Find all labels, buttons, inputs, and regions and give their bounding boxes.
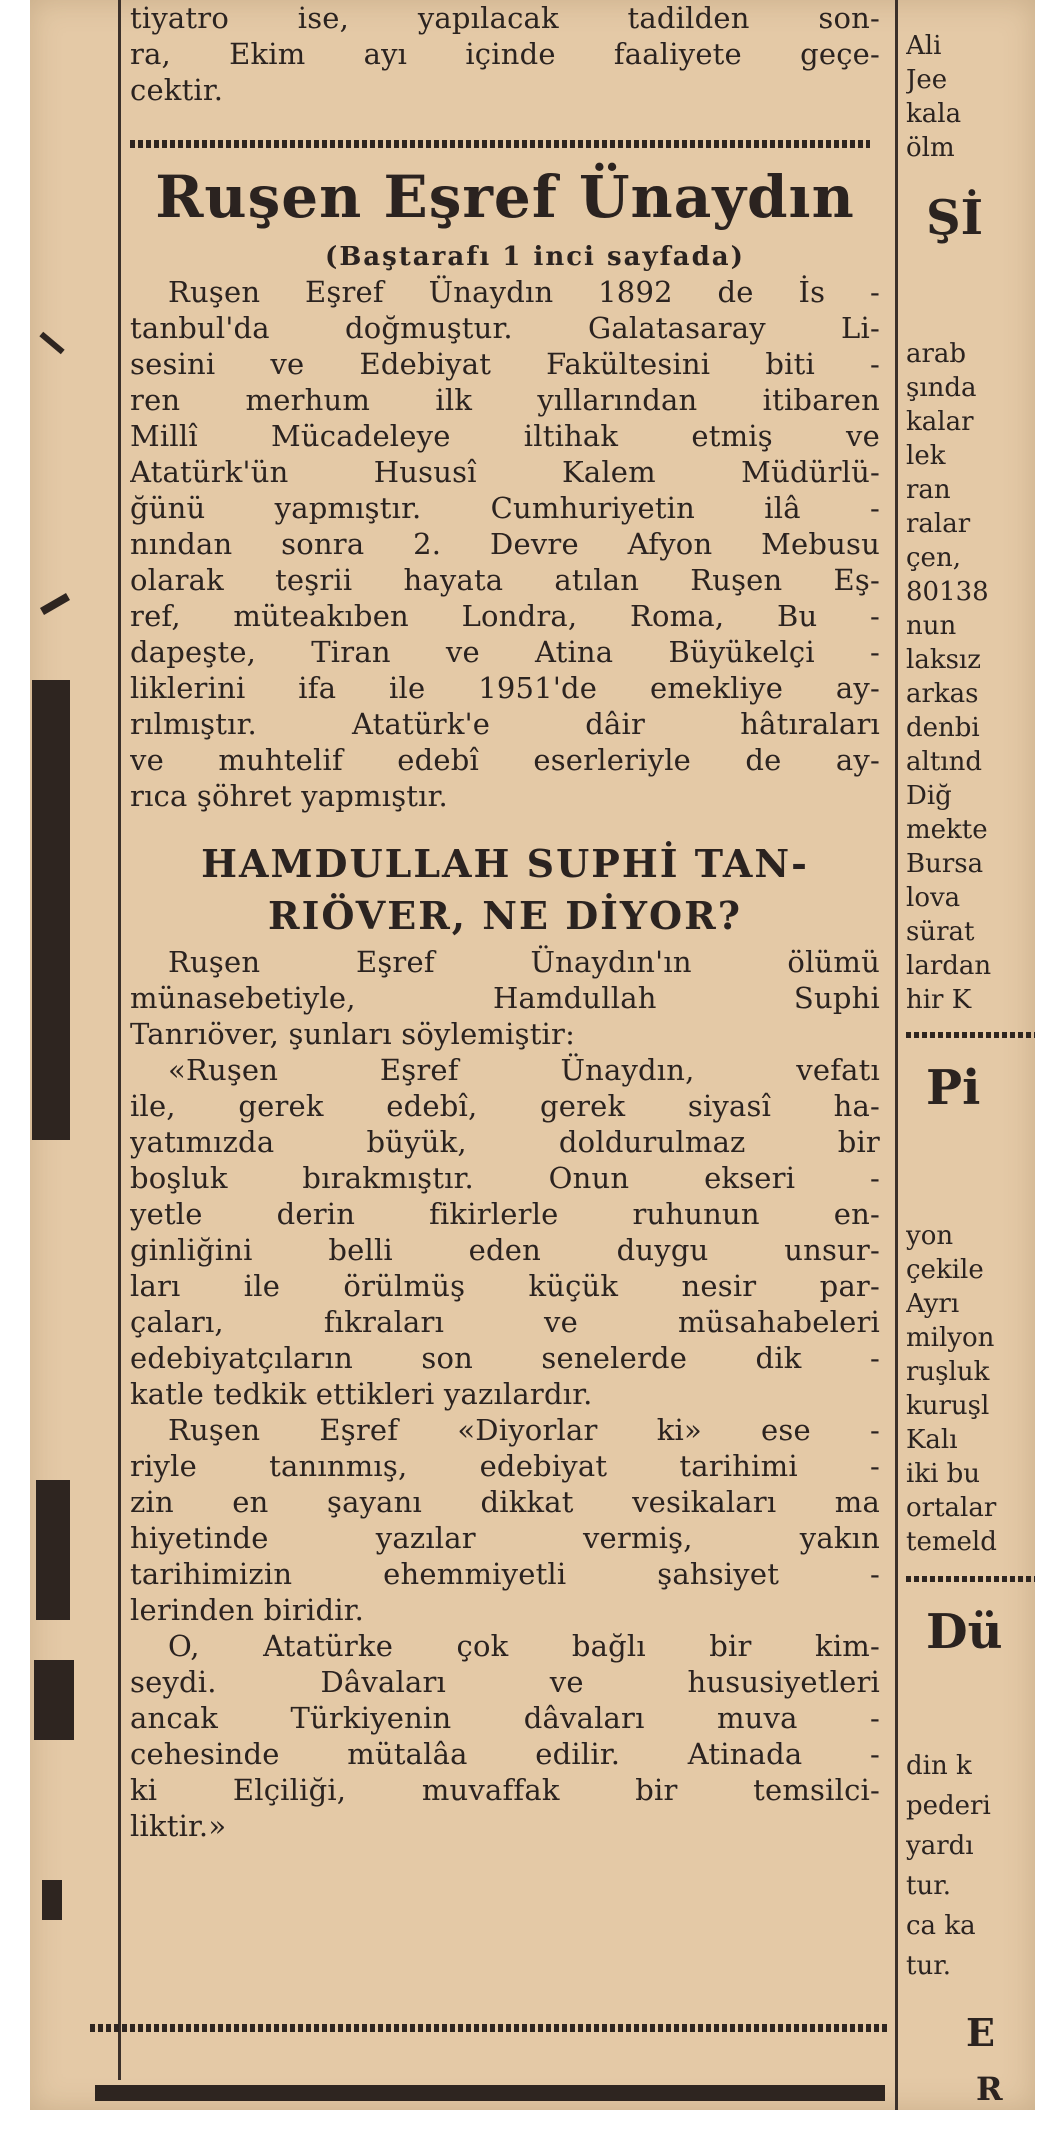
text-line: Ruşen Eşref «Diyorlar ki» ese - bbox=[168, 1413, 880, 1447]
text-fragment: şında bbox=[906, 373, 977, 403]
text-line: tanbul'da doğmuştur. Galatasaray Li- bbox=[130, 311, 880, 345]
text-line: ki Elçiliği, muvaffak bir temsilci- bbox=[130, 1773, 880, 1807]
dotted-separator bbox=[906, 1032, 1035, 1038]
text-line: ile, gerek edebî, gerek siyasî ha- bbox=[130, 1089, 880, 1123]
text-fragment: temeld bbox=[906, 1527, 997, 1557]
text-fragment: Ali bbox=[906, 31, 942, 61]
text-fragment: sürat bbox=[906, 917, 975, 947]
text-line: ğünü yapmıştır. Cumhuriyetin ilâ - bbox=[130, 491, 880, 525]
text-fragment: Bursa bbox=[906, 849, 984, 879]
text-line: edebiyatçıların son senelerde dik - bbox=[130, 1341, 880, 1375]
text-fragment: ca ka bbox=[906, 1911, 976, 1941]
text-line: liklerini ifa ile 1951'de emekliye ay- bbox=[130, 671, 880, 705]
dotted-separator bbox=[130, 140, 870, 148]
text-fragment: laksız bbox=[906, 645, 981, 675]
text-fragment: nun bbox=[906, 611, 957, 641]
text-fragment: kuruşl bbox=[906, 1391, 990, 1421]
text-line: ref, müteakıben Londra, Roma, Bu - bbox=[130, 599, 880, 633]
text-fragment: kalar bbox=[906, 407, 974, 437]
text-line: yatımızda büyük, doldurulmaz bir bbox=[130, 1125, 880, 1159]
column-rule-left bbox=[118, 0, 121, 2080]
text-fragment: Jee bbox=[906, 65, 948, 95]
section-heading-line: HAMDULLAH SUPHİ TAN- bbox=[201, 841, 809, 886]
text-fragment: tur. bbox=[906, 1951, 952, 1981]
text-line: zin en şayanı dikkat vesikaları ma bbox=[130, 1485, 880, 1519]
text-line: katle tedkik ettikleri yazılardır. bbox=[130, 1377, 593, 1411]
text-fragment: kala bbox=[906, 99, 962, 129]
text-fragment: 80138 bbox=[906, 577, 989, 607]
fragment-heading: Pi bbox=[926, 1060, 981, 1116]
text-line: rılmıştır. Atatürk'e dâir hâtıraları bbox=[130, 707, 880, 741]
bottom-rule bbox=[95, 2085, 885, 2101]
text-fragment: arab bbox=[906, 339, 967, 369]
fragment-heading: E bbox=[966, 2010, 995, 2055]
text-line: yetle derin fikirlerle ruhunun en- bbox=[130, 1197, 880, 1231]
text-line: riyle tanınmış, edebiyat tarihimi - bbox=[130, 1449, 880, 1483]
text-line: seydi. Dâvaları ve hususiyetleri bbox=[130, 1665, 880, 1699]
text-line: «Ruşen Eşref Ünaydın, vefatı bbox=[168, 1053, 880, 1087]
text-fragment: lova bbox=[906, 883, 961, 913]
text-line: ları ile örülmüş küçük nesir par- bbox=[130, 1269, 880, 1303]
text-line: lerinden biridir. bbox=[130, 1593, 364, 1627]
article-body-quote bbox=[130, 944, 880, 1844]
text-fragment: milyon bbox=[906, 1323, 995, 1353]
continuation-note: (Baştarafı 1 inci sayfada) bbox=[325, 242, 745, 272]
text-line: münasebetiyle, Hamdullah Suphi bbox=[130, 981, 880, 1015]
text-line: tiyatro ise, yapılacak tadilden son- bbox=[130, 1, 880, 35]
text-fragment: lek bbox=[906, 441, 946, 471]
text-line: dapeşte, Tiran ve Atina Büyükelçi - bbox=[130, 635, 880, 669]
text-line: ancak Türkiyenin dâvaları muva - bbox=[130, 1701, 880, 1735]
text-line: sesini ve Edebiyat Fakültesini biti - bbox=[130, 347, 880, 381]
text-fragment: Ayrı bbox=[906, 1289, 960, 1319]
text-fragment: ortalar bbox=[906, 1493, 997, 1523]
text-fragment: çekile bbox=[906, 1255, 984, 1285]
newspaper-clipping bbox=[30, 0, 1035, 2110]
text-fragment: ölm bbox=[906, 133, 955, 163]
text-fragment: yardı bbox=[906, 1831, 974, 1861]
text-fragment: ruşluk bbox=[906, 1357, 990, 1387]
section-heading bbox=[130, 838, 880, 942]
fragment-heading: Dü bbox=[926, 1604, 1003, 1660]
text-fragment: altınd bbox=[906, 747, 982, 777]
text-fragment: pederi bbox=[906, 1791, 991, 1821]
left-column-remnant bbox=[32, 680, 70, 1140]
text-fragment: çen, bbox=[906, 543, 961, 573]
text-line: Tanrıöver, şunları söylemiştir: bbox=[130, 1017, 576, 1051]
article-title: Ruşen Eşref Ünaydın bbox=[155, 163, 855, 231]
adjacent-column-cut-off bbox=[906, 0, 1035, 2110]
text-line: cehesinde mütalâa edilir. Atinada - bbox=[130, 1737, 880, 1771]
text-fragment: ran bbox=[906, 475, 951, 505]
text-fragment: ralar bbox=[906, 509, 971, 539]
dotted-separator bbox=[906, 1576, 1035, 1582]
text-fragment: iki bu bbox=[906, 1459, 981, 1489]
column-rule-right bbox=[895, 0, 898, 2110]
text-fragment: Kalı bbox=[906, 1425, 958, 1455]
left-column-remnant bbox=[34, 1660, 74, 1740]
left-column-remnant bbox=[36, 1480, 70, 1620]
text-fragment: hir K bbox=[906, 985, 972, 1015]
text-line: Ruşen Eşref Ünaydın'ın ölümü bbox=[168, 945, 880, 979]
text-fragment: tur. bbox=[906, 1871, 952, 1901]
text-fragment: yon bbox=[906, 1221, 954, 1251]
text-fragment: Diğ bbox=[906, 781, 952, 811]
fragment-heading: Şİ bbox=[926, 190, 984, 246]
section-heading-line: RIÖVER, NE DİYOR? bbox=[267, 893, 742, 938]
previous-article-tail bbox=[130, 0, 880, 108]
text-line: liktir.» bbox=[130, 1809, 227, 1843]
text-line: rıca şöhret yapmıştır. bbox=[130, 779, 448, 813]
text-line: ginliğini belli eden duygu unsur- bbox=[130, 1233, 880, 1267]
text-fragment: denbi bbox=[906, 713, 980, 743]
text-line: boşluk bırakmıştır. Onun ekseri - bbox=[130, 1161, 880, 1195]
text-line: ra, Ekim ayı içinde faaliyete geçe- bbox=[130, 37, 880, 71]
text-line: nından sonra 2. Devre Afyon Mebusu bbox=[130, 527, 880, 561]
left-column-remnant bbox=[39, 332, 64, 355]
text-line: O, Atatürke çok bağlı bir kim- bbox=[168, 1629, 880, 1663]
text-line: Ruşen Eşref Ünaydın 1892 de İs - bbox=[168, 275, 880, 309]
text-line: Atatürk'ün Hususî Kalem Müdürlü- bbox=[130, 455, 880, 489]
text-line: ve muhtelif edebî eserleriyle de ay- bbox=[130, 743, 880, 777]
text-fragment: lardan bbox=[906, 951, 992, 981]
dotted-separator bbox=[90, 2024, 890, 2032]
text-line: Millî Mücadeleye iltihak etmiş ve bbox=[130, 419, 880, 453]
text-line: çaları, fıkraları ve müsahabeleri bbox=[130, 1305, 880, 1339]
text-fragment: mekte bbox=[906, 815, 988, 845]
left-column-remnant bbox=[42, 1880, 62, 1920]
text-line: tarihimizin ehemmiyetli şahsiyet - bbox=[130, 1557, 880, 1591]
text-line: ren merhum ilk yıllarından itibaren bbox=[130, 383, 880, 417]
text-line: cektir. bbox=[130, 73, 224, 107]
fragment-heading: R bbox=[976, 2070, 1003, 2108]
text-line: olarak teşrii hayata atılan Ruşen Eş- bbox=[130, 563, 880, 597]
text-fragment: din k bbox=[906, 1751, 972, 1781]
text-fragment: arkas bbox=[906, 679, 979, 709]
article-body-biography bbox=[130, 274, 880, 814]
text-line: hiyetinde yazılar vermiş, yakın bbox=[130, 1521, 880, 1555]
left-column-remnant bbox=[40, 593, 70, 615]
